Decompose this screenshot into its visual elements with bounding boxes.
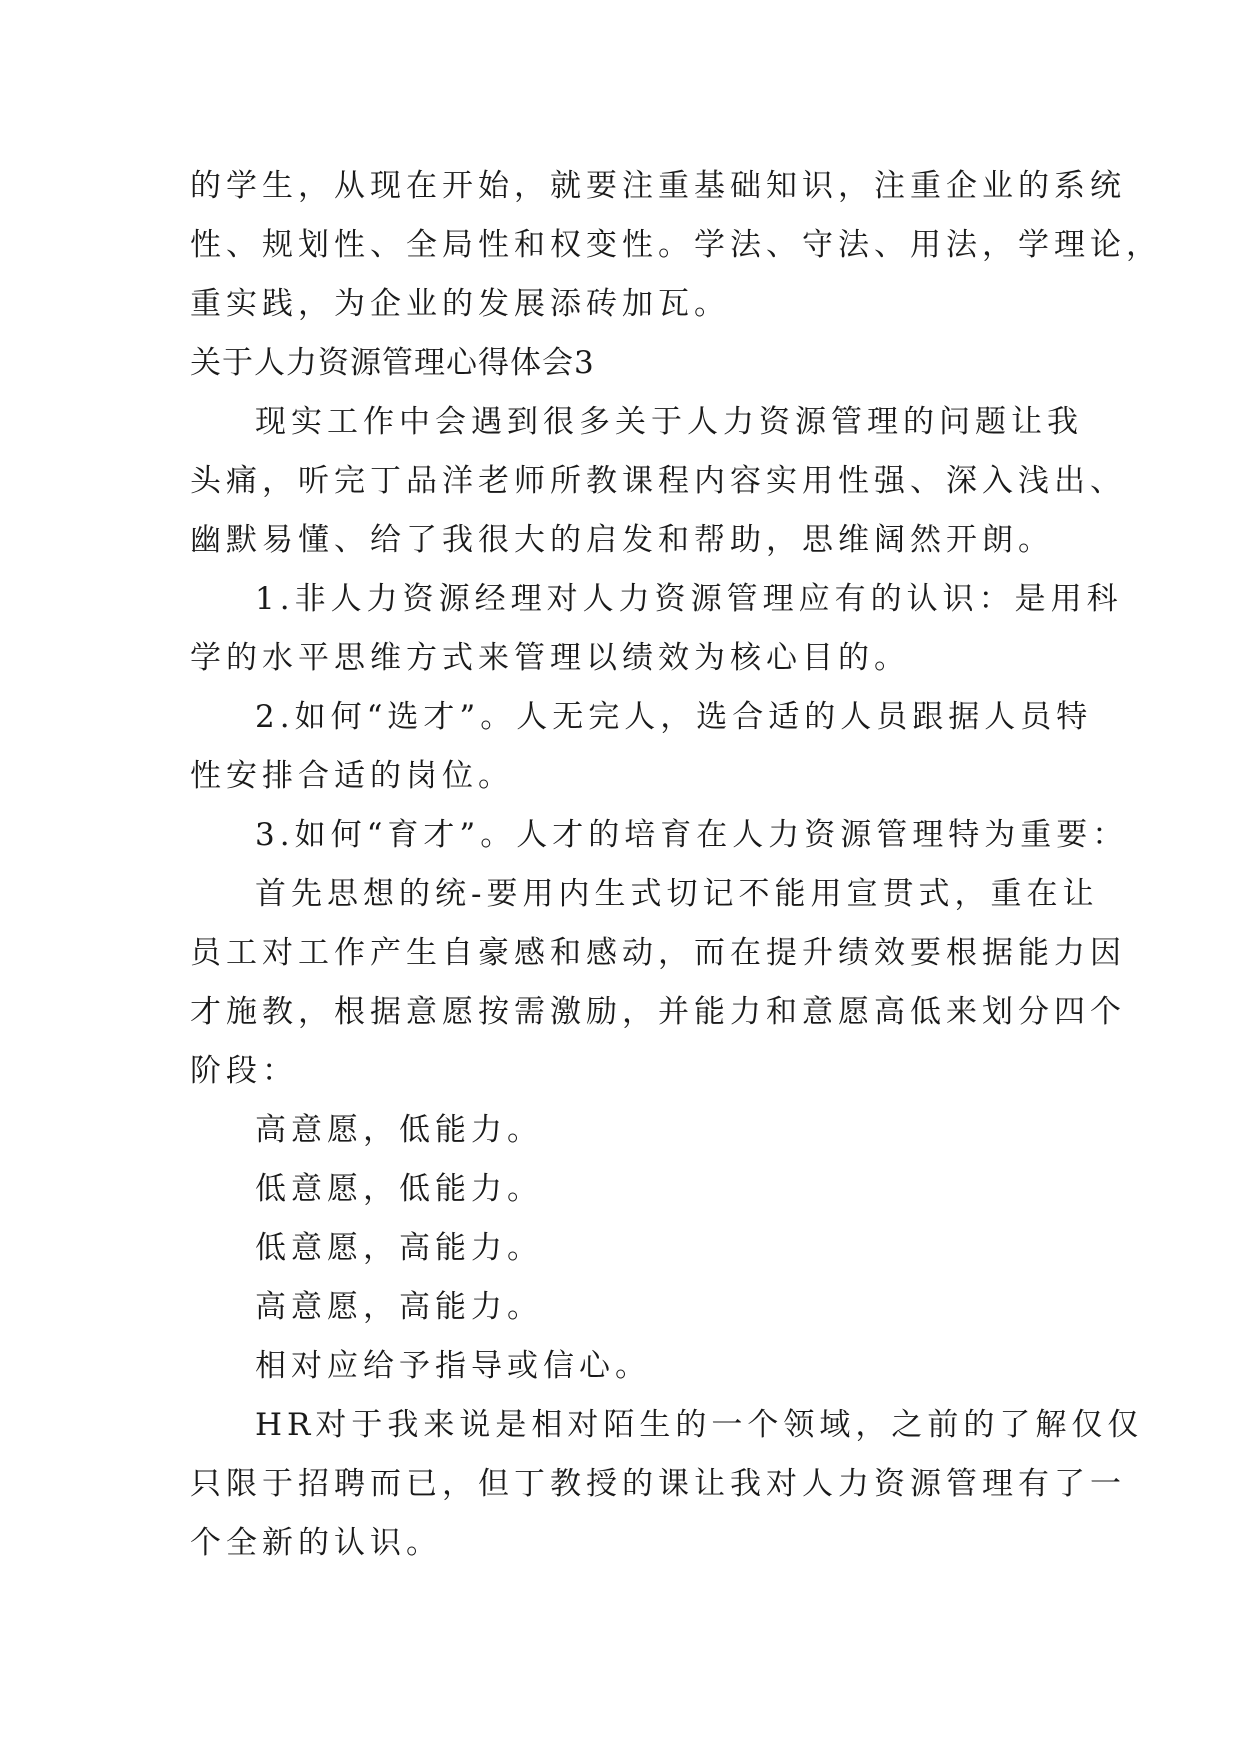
list-item-1-cont: 学的水平思维方式来管理以绩效为核心目的。 — [190, 640, 910, 676]
paragraph-line-21: 相对应给予指导或信心。 — [255, 1348, 651, 1384]
paragraph-line-16: 阶段： — [190, 1053, 298, 1089]
stage-item-4: 高意愿，高能力。 — [255, 1289, 543, 1325]
paragraph-line-13: 首先思想的统-要用内生式切记不能用宣贯式，重在让 — [255, 876, 1099, 912]
paragraph-line-15: 才施教，根据意愿按需激励，并能力和意愿高低来划分四个 — [190, 994, 1126, 1030]
paragraph-line-24: 个全新的认识。 — [190, 1525, 442, 1561]
paragraph-line-2: 性、规划性、全局性和权变性。学法、守法、用法，学理论， — [190, 227, 1162, 263]
paragraph-line-6: 头痛，听完丁品洋老师所教课程内容实用性强、深入浅出、 — [190, 463, 1126, 499]
stage-item-2: 低意愿，低能力。 — [255, 1171, 543, 1207]
section-heading: 关于人力资源管理心得体会3 — [190, 345, 595, 381]
paragraph-line-3: 重实践，为企业的发展添砖加瓦。 — [190, 286, 730, 322]
paragraph-line-1: 的学生，从现在开始，就要注重基础知识，注重企业的系统 — [190, 168, 1126, 204]
list-item-2-cont: 性安排合适的岗位。 — [190, 758, 514, 794]
stage-item-1: 高意愿，低能力。 — [255, 1112, 543, 1148]
list-item-1: 1.非人力资源经理对人力资源管理应有的认识：是用科 — [255, 581, 1123, 617]
paragraph-line-22: HR对于我来说是相对陌生的一个领域，之前的了解仅仅 — [255, 1407, 1144, 1443]
paragraph-line-14: 员工对工作产生自豪感和感动，而在提升绩效要根据能力因 — [190, 935, 1126, 971]
paragraph-line-23: 只限于招聘而已，但丁教授的课让我对人力资源管理有了一 — [190, 1466, 1126, 1502]
list-item-3: 3.如何“育才”。人才的培育在人力资源管理特为重要： — [255, 817, 1129, 853]
stage-item-3: 低意愿，高能力。 — [255, 1230, 543, 1266]
list-item-2: 2.如何“选才”。人无完人，选合适的人员跟据人员特 — [255, 699, 1093, 735]
paragraph-line-7: 幽默易懂、给了我很大的启发和帮助，思维阔然开朗。 — [190, 522, 1054, 558]
paragraph-line-5: 现实工作中会遇到很多关于人力资源管理的问题让我 — [255, 404, 1083, 440]
